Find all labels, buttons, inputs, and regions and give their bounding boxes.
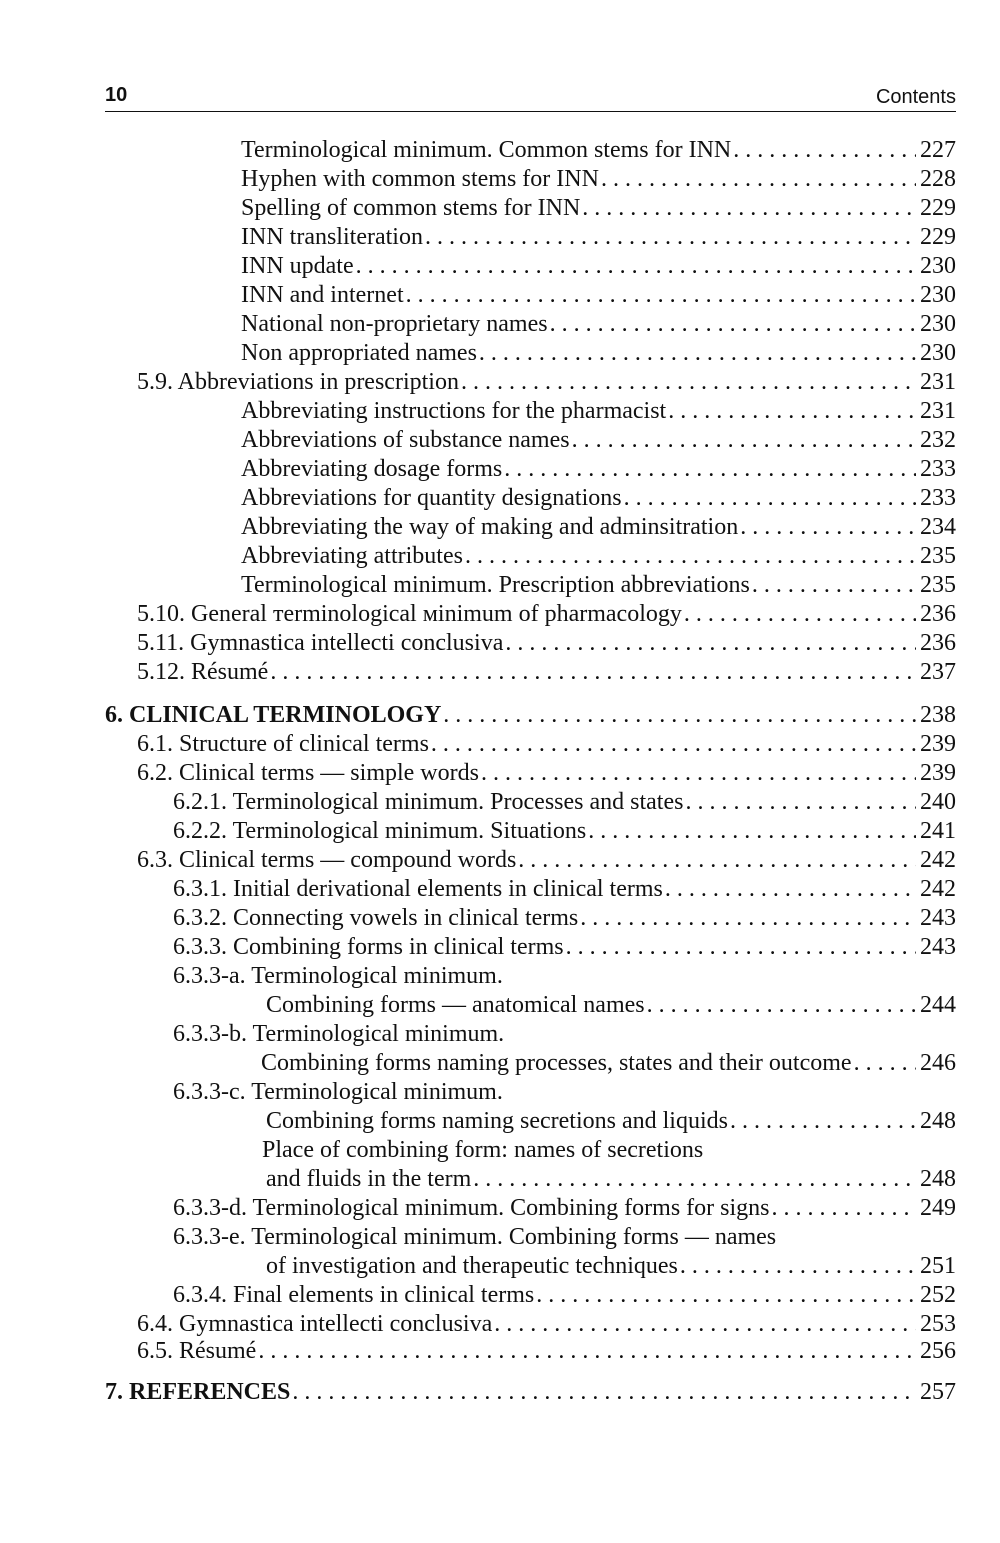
toc-entry[interactable] <box>173 932 956 962</box>
toc-entry-title: 6.1. Structure of clinical terms <box>137 731 429 757</box>
toc-entry-heading[interactable]: Place of combining form: names of secretions <box>262 1137 704 1163</box>
toc-entry[interactable] <box>261 1048 956 1078</box>
dot-leader <box>443 700 916 730</box>
toc-entry-title: 5.10. General тerminological мinimum of pharmacology <box>137 601 682 627</box>
dot-leader <box>504 454 916 484</box>
toc-entry-page: 257 <box>920 1379 956 1405</box>
dot-leader <box>588 816 916 846</box>
dot-leader <box>665 874 916 904</box>
toc-entry-title: and fluids in the term <box>266 1166 472 1192</box>
dot-leader <box>566 932 916 962</box>
toc-entry[interactable] <box>241 251 956 281</box>
toc-entry-page: 229 <box>920 195 956 221</box>
toc-entry-page: 231 <box>920 369 956 395</box>
dot-leader <box>685 787 916 817</box>
toc-entry-page: 248 <box>920 1108 956 1134</box>
dot-leader <box>479 338 916 368</box>
toc-entry-title: 6.3. Clinical terms — compound words <box>137 847 517 873</box>
toc-entry[interactable] <box>241 541 956 571</box>
toc-entry-title: 6.3.3-d. Terminological minimum. Combining forms for signs <box>173 1195 770 1221</box>
toc-entry-title: Abbreviations of substance names <box>241 427 570 453</box>
toc-entry-title: National non-proprietary names <box>241 311 548 337</box>
toc-entry[interactable] <box>137 1336 956 1366</box>
toc-entry[interactable] <box>241 193 956 223</box>
toc-entry-title: Abbreviating dosage forms <box>241 456 503 482</box>
toc-entry[interactable] <box>137 1309 956 1339</box>
dot-leader <box>624 483 916 513</box>
toc-entry-title: 5.9. Abbreviations in prescription <box>137 369 459 395</box>
toc-entry-page: 229 <box>920 224 956 250</box>
toc-entry-title: 6.2.1. Terminological minimum. Processes and states <box>173 789 684 815</box>
toc-entry-page: 234 <box>920 514 956 540</box>
toc-entry-title: 6.3.4. Final elements in clinical terms <box>173 1282 535 1308</box>
toc-chapter-entry[interactable] <box>105 700 956 730</box>
dot-leader <box>518 845 916 875</box>
toc-entry-title: Hyphen with common stems for INN <box>241 166 599 192</box>
dot-leader <box>740 512 916 542</box>
toc-entry-heading[interactable]: 6.3.3-c. Terminological minimum. <box>173 1079 503 1105</box>
toc-entry-page: 239 <box>920 731 956 757</box>
toc-entry[interactable] <box>173 787 956 817</box>
toc-entry-page: 238 <box>920 702 956 728</box>
toc-entry-page: 240 <box>920 789 956 815</box>
toc-entry-title: 6.3.3. Combining forms in clinical terms <box>173 934 564 960</box>
toc-entry-title: Non appropriated names <box>241 340 477 366</box>
toc-entry-title: Combining forms naming secretions and liquids <box>266 1108 728 1134</box>
toc-entry-page: 230 <box>920 340 956 366</box>
dot-leader <box>580 903 916 933</box>
dot-leader <box>854 1048 916 1078</box>
toc-entry-page: 249 <box>920 1195 956 1221</box>
toc-entry-title: INN and internet <box>241 282 404 308</box>
toc-entry[interactable] <box>241 483 956 513</box>
toc-entry-title: 6.3.2. Connecting vowels in clinical terms <box>173 905 579 931</box>
toc-entry-page: 231 <box>920 398 956 424</box>
dot-leader <box>772 1193 916 1223</box>
dot-leader <box>550 309 916 339</box>
toc-entry[interactable] <box>137 729 956 759</box>
dot-leader <box>431 729 916 759</box>
toc-entry-title: Terminological minimum. Prescription abbreviations <box>241 572 750 598</box>
toc-entry[interactable] <box>241 164 956 194</box>
toc-entry[interactable] <box>137 599 956 629</box>
toc-entry[interactable] <box>241 396 956 426</box>
dot-leader <box>668 396 916 426</box>
toc-entry-page: 235 <box>920 572 956 598</box>
toc-entry[interactable] <box>266 1251 956 1281</box>
toc-entry[interactable] <box>241 280 956 310</box>
toc-entry-page: 230 <box>920 253 956 279</box>
dot-leader <box>461 367 916 397</box>
toc-entry[interactable] <box>173 874 956 904</box>
toc-entry-page: 253 <box>920 1311 956 1337</box>
toc-entry[interactable] <box>173 903 956 933</box>
toc-entry-page: 244 <box>920 992 956 1018</box>
toc-entry[interactable] <box>241 135 956 165</box>
dot-leader <box>601 164 916 194</box>
dot-leader <box>481 758 916 788</box>
toc-entry-page: 256 <box>920 1338 956 1364</box>
toc-entry-page: 232 <box>920 427 956 453</box>
toc-entry-page: 243 <box>920 905 956 931</box>
toc-entry-title: 5.12. Résumé <box>137 659 269 685</box>
toc-entry[interactable] <box>173 816 956 846</box>
dot-leader <box>465 541 916 571</box>
toc-entry[interactable] <box>241 309 956 339</box>
toc-entry-page: 236 <box>920 601 956 627</box>
toc-entry[interactable] <box>241 454 956 484</box>
toc-entry-page: 246 <box>920 1050 956 1076</box>
dot-leader <box>494 1309 916 1339</box>
toc-entry-page: 251 <box>920 1253 956 1279</box>
toc-entry-title: 5.11. Gymnastica intellecti conclusiva <box>137 630 504 656</box>
toc-entry-page: 233 <box>920 456 956 482</box>
toc-entry-page: 230 <box>920 282 956 308</box>
toc-entry-page: 227 <box>920 137 956 163</box>
toc-entry[interactable] <box>241 570 956 600</box>
toc-entry-page: 252 <box>920 1282 956 1308</box>
dot-leader <box>680 1251 916 1281</box>
dot-leader <box>292 1377 916 1407</box>
dot-leader <box>406 280 916 310</box>
dot-leader <box>356 251 916 281</box>
toc-entry-page: 233 <box>920 485 956 511</box>
toc-entry-page: 239 <box>920 760 956 786</box>
dot-leader <box>536 1280 916 1310</box>
toc-entry[interactable] <box>266 1106 956 1136</box>
dot-leader <box>730 1106 916 1136</box>
toc-entry[interactable] <box>266 990 956 1020</box>
toc-entry[interactable] <box>137 657 956 687</box>
dot-leader <box>258 1336 916 1366</box>
toc-entry-title: 6.5. Résumé <box>137 1338 257 1364</box>
toc-entry-heading[interactable]: 6.3.3-b. Terminological minimum. <box>173 1021 505 1047</box>
dot-leader <box>572 425 916 455</box>
toc-entry-heading[interactable]: 6.3.3-e. Terminological minimum. Combining forms — names <box>173 1224 777 1250</box>
toc-entry-title: 6.4. Gymnastica intellecti conclusiva <box>137 1311 493 1337</box>
toc-entry-title: 7. REFERENCES <box>105 1379 291 1405</box>
toc-entry-title: INN transliteration <box>241 224 423 250</box>
dot-leader <box>505 628 916 658</box>
toc-entry-page: 242 <box>920 876 956 902</box>
toc-entry-page: 230 <box>920 311 956 337</box>
toc-entry[interactable] <box>241 425 956 455</box>
toc-entry-heading[interactable]: 6.3.3-a. Terminological minimum. <box>173 963 503 989</box>
toc-entry[interactable] <box>137 628 956 658</box>
toc-entry-page: 241 <box>920 818 956 844</box>
toc-entry-page: 236 <box>920 630 956 656</box>
dot-leader <box>582 193 916 223</box>
dot-leader <box>647 990 916 1020</box>
toc-entry[interactable] <box>241 338 956 368</box>
toc-entry-page: 237 <box>920 659 956 685</box>
toc-entry-title: INN update <box>241 253 354 279</box>
toc-entry-title: 6.2.2. Terminological minimum. Situations <box>173 818 587 844</box>
dot-leader <box>473 1164 916 1194</box>
toc-entry-title: of investigation and therapeutic techniques <box>266 1253 678 1279</box>
toc-entry-title: 6.3.1. Initial derivational elements in clinical terms <box>173 876 663 902</box>
toc-entry-title: Abbreviating instructions for the pharmacist <box>241 398 667 424</box>
toc-entry-title: Abbreviating the way of making and adminsitration <box>241 514 739 540</box>
toc-entry-page: 243 <box>920 934 956 960</box>
toc-entry-title: Abbreviations for quantity designations <box>241 485 622 511</box>
dot-leader <box>270 657 916 687</box>
toc-chapter-entry[interactable] <box>105 1377 956 1407</box>
page-number: 10 <box>105 84 128 106</box>
toc-entry[interactable] <box>266 1164 956 1194</box>
toc-entry-title: 6. CLINICAL TERMINOLOGY <box>105 702 442 728</box>
dot-leader <box>733 135 916 165</box>
toc-entry-page: 235 <box>920 543 956 569</box>
toc-entry-page: 242 <box>920 847 956 873</box>
toc-entry[interactable] <box>173 1193 956 1223</box>
toc-entry[interactable] <box>173 1280 956 1310</box>
dot-leader <box>425 222 916 252</box>
dot-leader <box>752 570 916 600</box>
dot-leader <box>684 599 916 629</box>
toc-entry-title: Combining forms — anatomical names <box>266 992 645 1018</box>
toc-entry[interactable] <box>137 758 956 788</box>
toc-entry-page: 228 <box>920 166 956 192</box>
toc-entry-title: Combining forms naming processes, states and their outcome <box>261 1050 852 1076</box>
toc-entry[interactable] <box>137 367 956 397</box>
toc-entry-page: 248 <box>920 1166 956 1192</box>
toc-entry-title: Spelling of common stems for INN <box>241 195 581 221</box>
toc-entry[interactable] <box>137 845 956 875</box>
toc-entry-title: Terminological minimum. Common stems for INN <box>241 137 732 163</box>
toc-entry[interactable] <box>241 512 956 542</box>
header-title: Contents <box>875 86 956 108</box>
toc-entry-title: 6.2. Clinical terms — simple words <box>137 760 479 786</box>
toc-entry-title: Abbreviating attributes <box>241 543 463 569</box>
toc-entry[interactable] <box>241 222 956 252</box>
